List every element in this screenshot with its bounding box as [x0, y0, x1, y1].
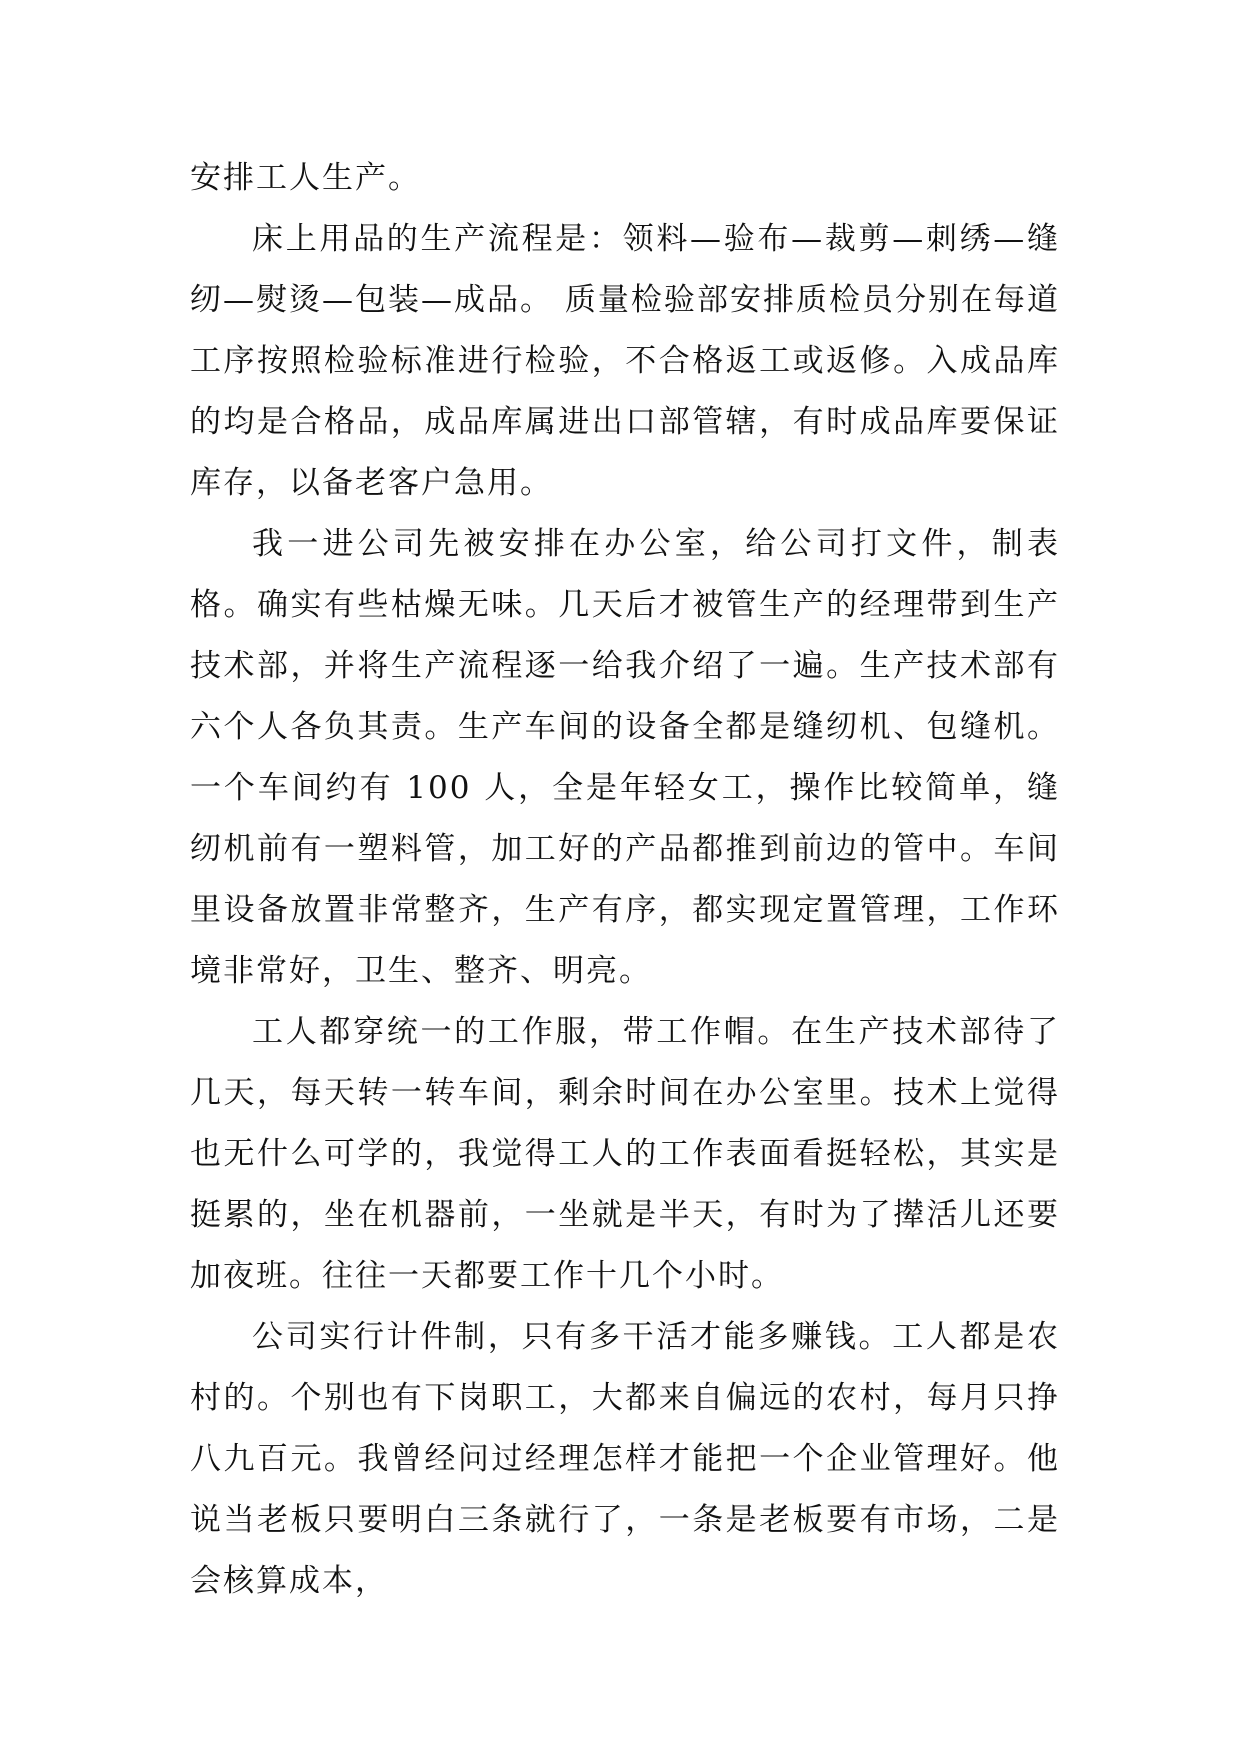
paragraph-5: 公司实行计件制，只有多干活才能多赚钱。工人都是农村的。个别也有下岗职工，大都来自偏远的农村，每月只挣八九百元。我曾经问过经理怎样才能把一个企业管理好。他说当老板只要明白三条就行了，一条是老板要有市场，二是会核算成本， [190, 1319, 1060, 1599]
paragraph-3: 我一进公司先被安排在办公室，给公司打文件，制表格。确实有些枯燥无味。几天后才被管生产的经理带到生产技术部，并将生产流程逐一给我介绍了一遍。生产技术部有六个人各负其责。生产车间的设备全都是缝纫机、包缝机。一个车间约有 100 人，全是年轻女工，操作比较简单，缝纫机前有一塑料管，加工好的产品都推到前边的管中。车间里设备放置非常整齐，生产有序，都实现定置管理，工作环境非常好，卫生、整齐、明亮。 [190, 526, 1060, 989]
body-text [190, 148, 1060, 1612]
paragraph-4: 工人都穿统一的工作服，带工作帽。在生产技术部待了几天，每天转一转车间，剩余时间在办公室里。技术上觉得也无什么可学的，我觉得工人的工作表面看挺轻松，其实是挺累的，坐在机器前，一坐就是半天，有时为了撵活儿还要加夜班。往往一天都要工作十几个小时。 [190, 1014, 1060, 1294]
paragraph-2: 床上用品的生产流程是：领料—验布—裁剪—刺绣—缝纫—熨烫—包装—成品。 质量检验部安排质检员分别在每道工序按照检验标准进行检验，不合格返工或返修。入成品库的均是合格品，成品库属进出口部管辖，有时成品库要保证库存，以备老客户急用。 [190, 221, 1060, 501]
paragraph-1: 安排工人生产。 [190, 160, 421, 196]
